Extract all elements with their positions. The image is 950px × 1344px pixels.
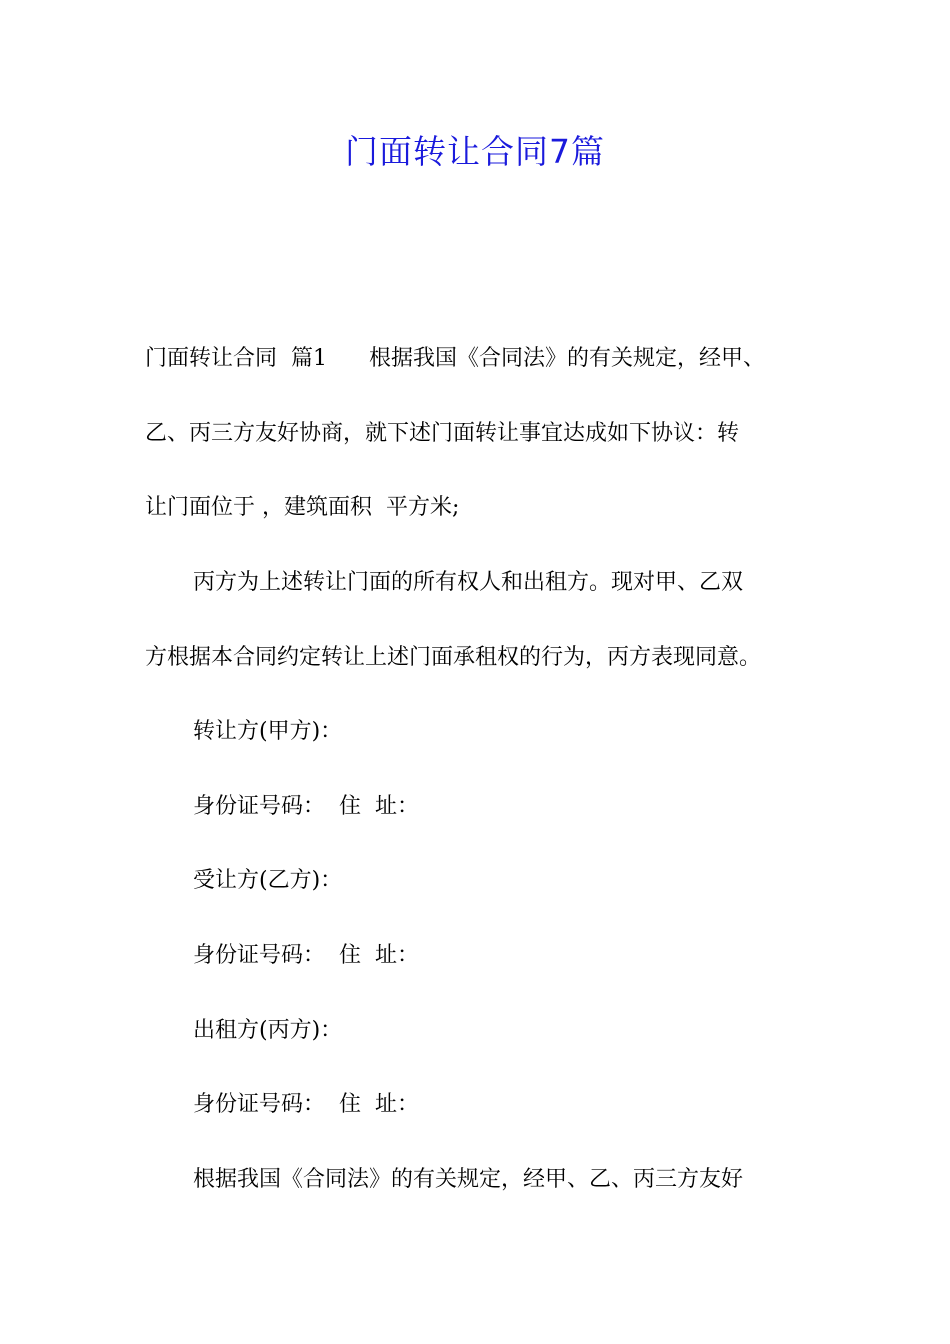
text-line-10: 出租方(丙方)： xyxy=(193,1018,343,1043)
text-line-1: 门面转让合同 篇1 根据我国《合同法》的有关规定，经甲、 xyxy=(145,346,765,371)
text-line-7: 身份证号码： 住 址： xyxy=(193,794,419,819)
text-line-2: 乙、丙三方友好协商，就下述门面转让事宜达成如下协议：转 xyxy=(145,421,740,446)
text-line-3: 让门面位于 ，建筑面积 平方米; xyxy=(145,495,460,520)
text-line-11: 身份证号码： 住 址： xyxy=(193,1092,419,1117)
text-line-8: 受让方(乙方)： xyxy=(193,868,343,893)
document-title: 门面转让合同7篇 xyxy=(345,132,605,171)
text-line-6: 转让方(甲方)： xyxy=(193,719,343,744)
text-line-5: 方根据本合同约定转让上述门面承租权的行为，丙方表现同意。 xyxy=(145,645,762,670)
text-line-4: 丙方为上述转让门面的所有权人和出租方。现对甲、乙双 xyxy=(193,570,744,595)
text-line-12: 根据我国《合同法》的有关规定，经甲、乙、丙三方友好 xyxy=(193,1167,744,1192)
text-line-9: 身份证号码： 住 址： xyxy=(193,943,419,968)
